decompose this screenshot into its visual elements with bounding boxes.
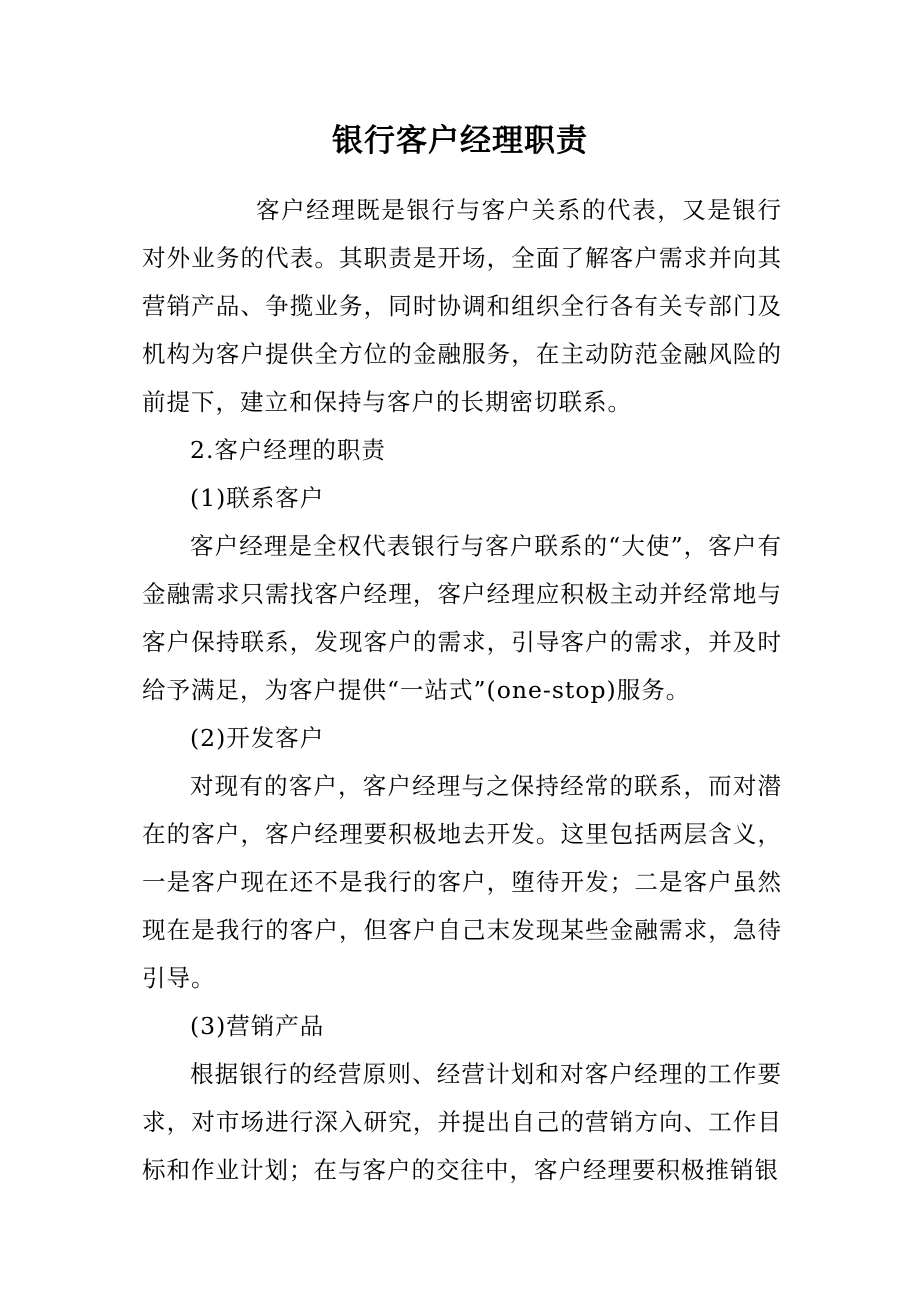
subheading-contact-clients: (1)联系客户 [190,484,325,512]
subheading-develop-clients: (2)开发客户 [190,724,325,752]
subheading-market-products: (3)营销产品 [190,1012,325,1040]
paragraph-market-products: 根据银行的经营原则、经营计划和对客户经理的工作要求，对市场进行深入研究，并提出自己的营销方向、工作目标和作业计划；在与客户的交往中，客户经理要积极推销银 [142,1060,782,1184]
paragraph-contact-clients: 客户经理是全权代表银行与客户联系的“大使”，客户有金融需求只需找客户经理，客户经理应积极主动并经常地与客户保持联系，发现客户的需求，引导客户的需求，并及时给予满足，为客户提供“一站式”(one-stop)服务。 [142,532,782,704]
document-title: 银行客户经理职责 [332,123,588,159]
paragraph-develop-clients: 对现有的客户，客户经理与之保持经常的联系，而对潜在的客户，客户经理要积极地去开发。这里包括两层含义，一是客户现在还不是我行的客户，堕待开发；二是客户虽然现在是我行的客户，但客户自己末发现某些金融需求，急待引导。 [142,772,782,992]
section-heading-duties: 2.客户经理的职责 [190,436,386,464]
document-body [142,186,782,1194]
intro-paragraph: 客户经理既是银行与客户关系的代表，又是银行对外业务的代表。其职责是开场，全面了解客户需求并向其营销产品、争揽业务，同时协调和组织全行各有关专部门及机构为客户提供全方位的金融服务，在主动防范金融风险的前提下，建立和保持与客户的长期密切联系。 [142,196,782,416]
